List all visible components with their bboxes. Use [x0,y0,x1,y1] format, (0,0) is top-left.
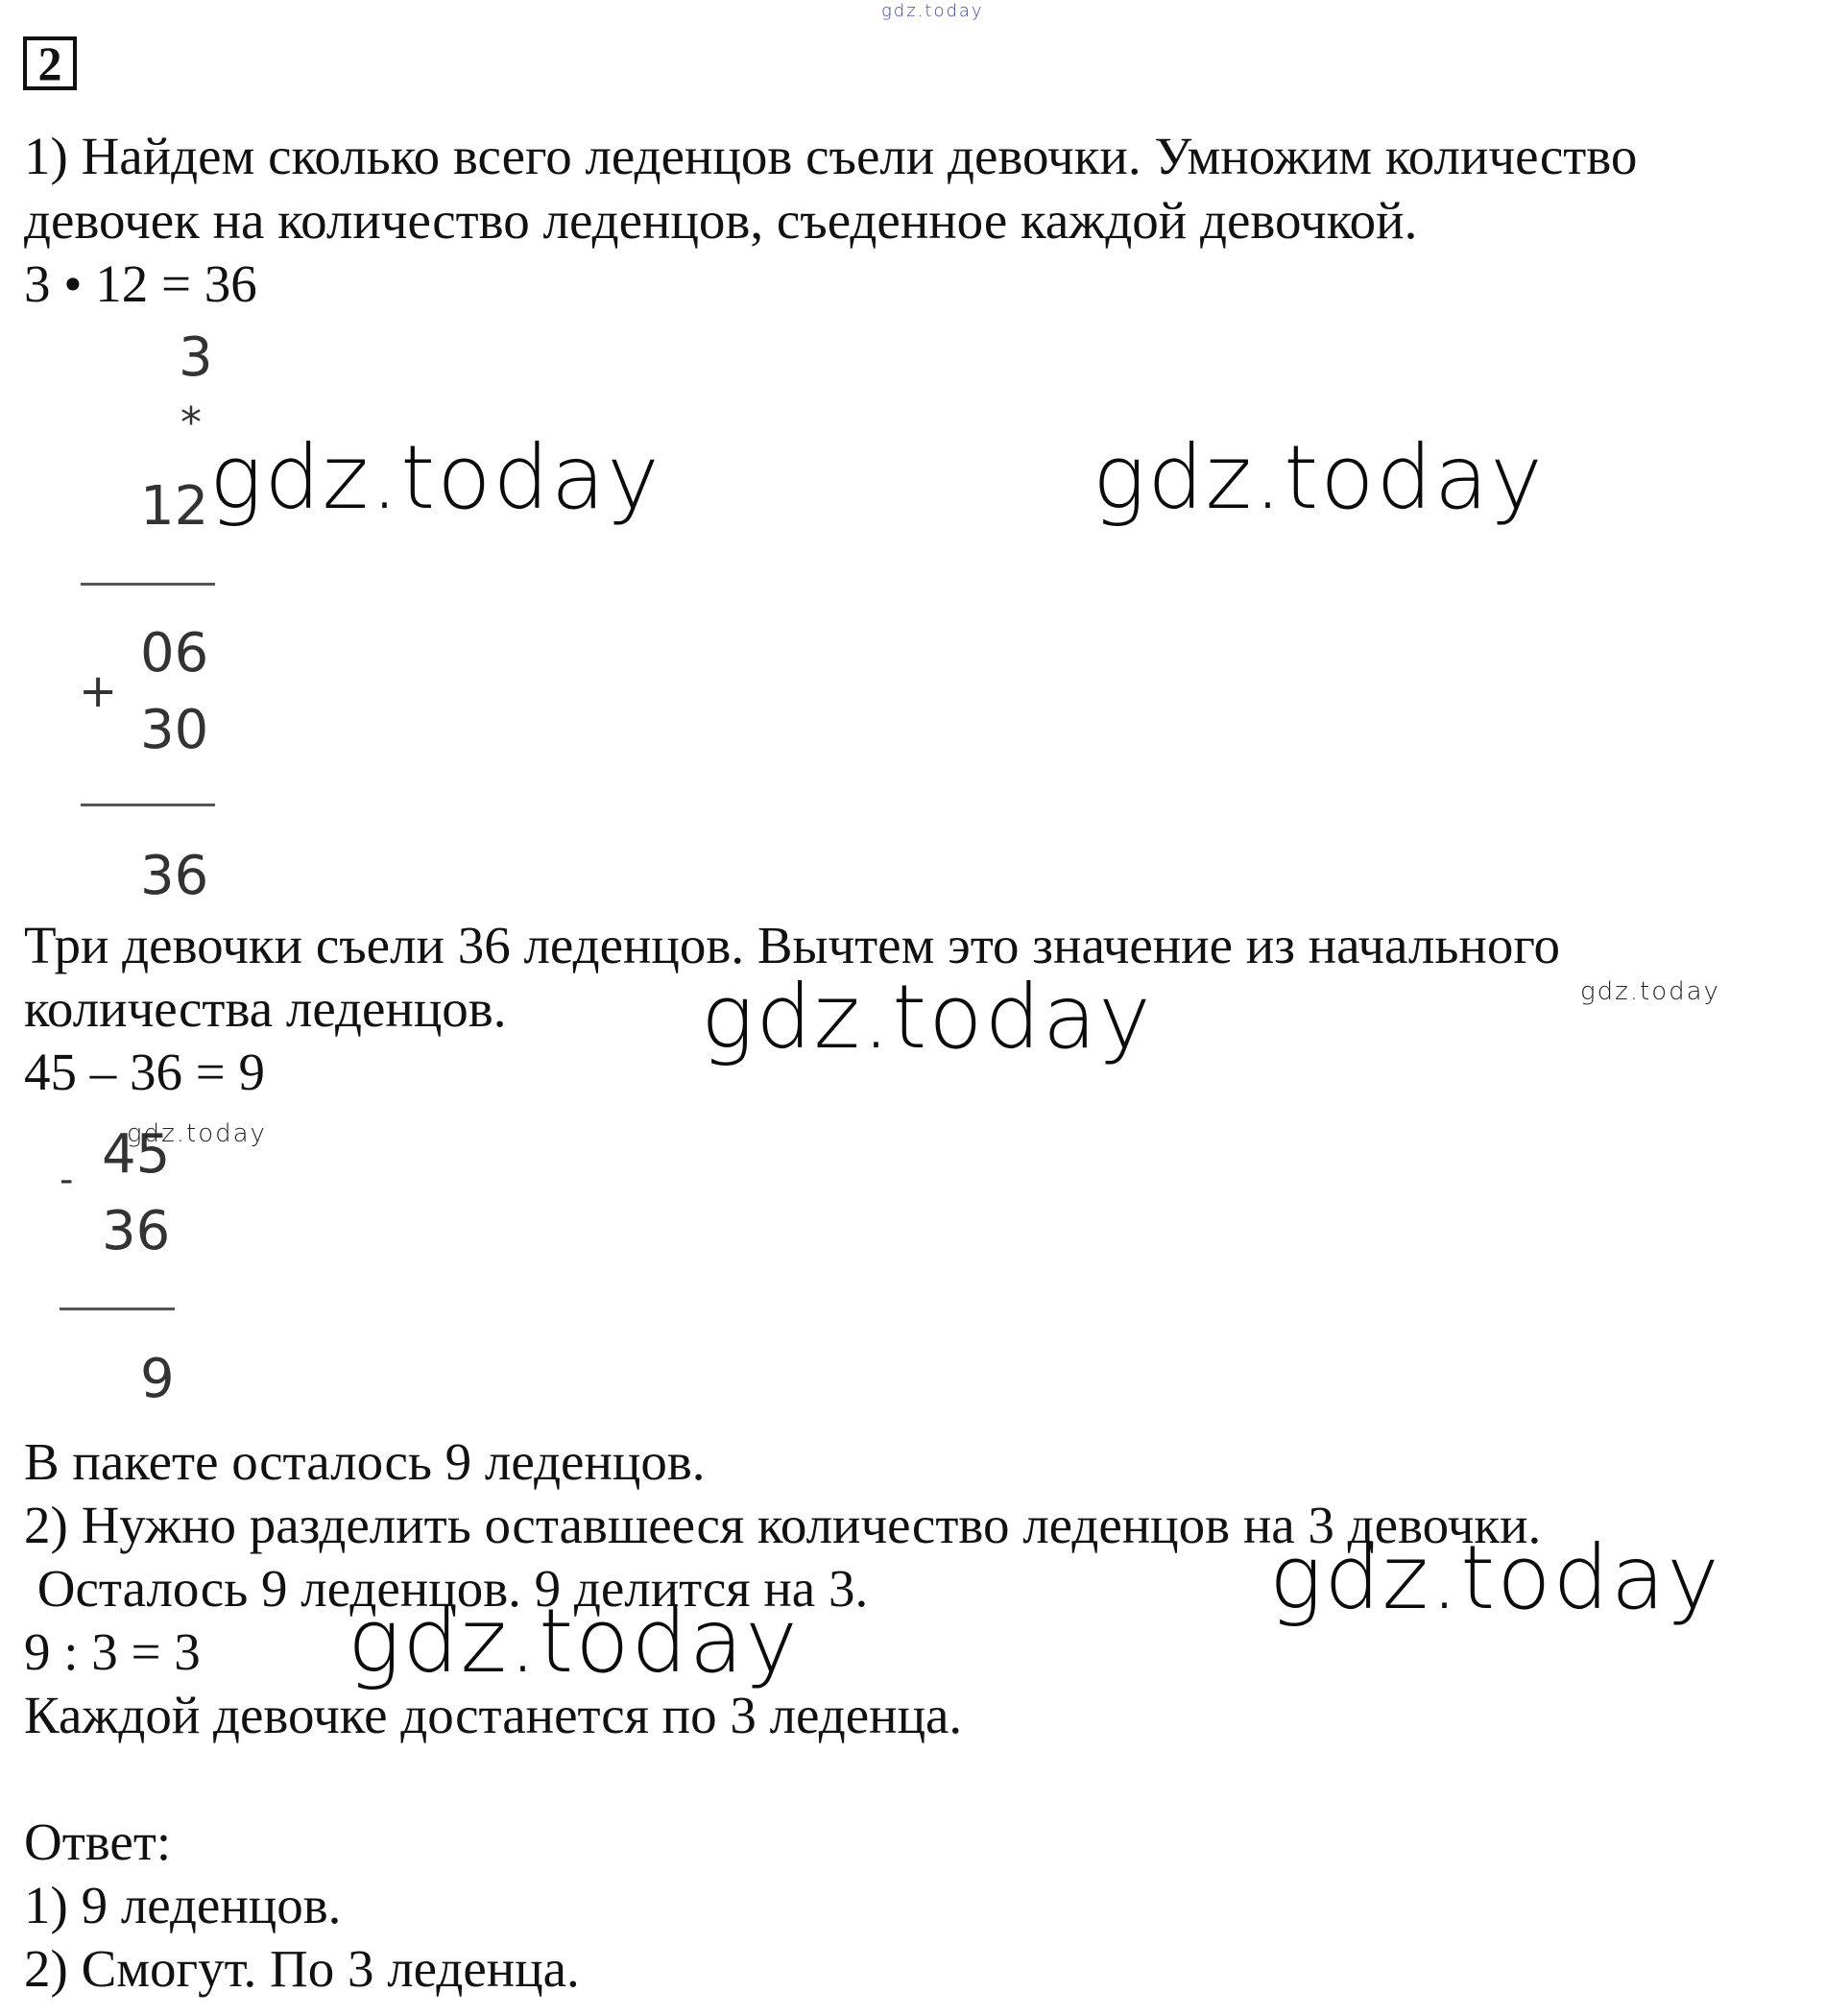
mult-factor-2: 12 [140,475,209,538]
text-line-5: количества леденцов. [24,979,507,1038]
mult-result: 36 [140,845,209,907]
mult-partial-2: 30 [140,699,209,761]
text-line-9: Осталось 9 леденцов. 9 делится на 3. [24,1559,869,1618]
watermark-big-1: gdz.today [209,426,661,529]
equation-multiply: 3 • 12 = 36 [24,254,257,313]
watermark-small-right: gdz.today [1580,977,1720,1006]
text-line-1: 1) Найдем сколько всего леденцов съели девочки. Умножим количество [24,127,1638,185]
mult-rule-1 [81,583,215,586]
text-line-7: В пакете осталось 9 леденцов. [24,1432,706,1491]
watermark-big-2: gdz.today [1093,426,1545,529]
plus-sign: + [79,664,118,718]
problem-number: 2 [23,36,77,90]
watermark-big-5: gdz.today [348,1590,800,1692]
sub-subtrahend: 36 [102,1200,171,1262]
minus-sign: - [60,1158,74,1202]
watermark-top: gdz.today [881,1,984,21]
sub-result: 9 [140,1348,175,1410]
answer-label: Ответ: [24,1812,172,1871]
equation-divide: 9 : 3 = 3 [24,1622,201,1681]
watermark-small-left: gdz.today [127,1119,267,1148]
text-line-8: 2) Нужно разделить оставшееся количество леденцов на 3 девочки. [24,1496,1542,1554]
mult-factor-1: 3 [179,326,213,389]
equation-subtract: 45 – 36 = 9 [24,1043,266,1101]
sub-rule [60,1308,175,1310]
mult-rule-2 [81,804,215,806]
text-line-2: девочек на количество леденцов, съеденное каждой девочкой. [24,191,1418,250]
watermark-big-3: gdz.today [701,966,1153,1068]
mult-partial-1: 06 [140,622,209,684]
answer-1: 1) 9 леденцов. [24,1876,342,1934]
text-line-11: Каждой девочке достанется по 3 леденца. [24,1686,963,1744]
text-line-4: Три девочки съели 36 леденцов. Вычтем это значение из начального [24,916,1561,974]
answer-2: 2) Смогут. По 3 леденца. [24,1939,580,1998]
mult-operator: * [180,398,202,447]
watermark-big-4: gdz.today [1269,1526,1721,1629]
sub-minuend: 45 [102,1123,171,1186]
